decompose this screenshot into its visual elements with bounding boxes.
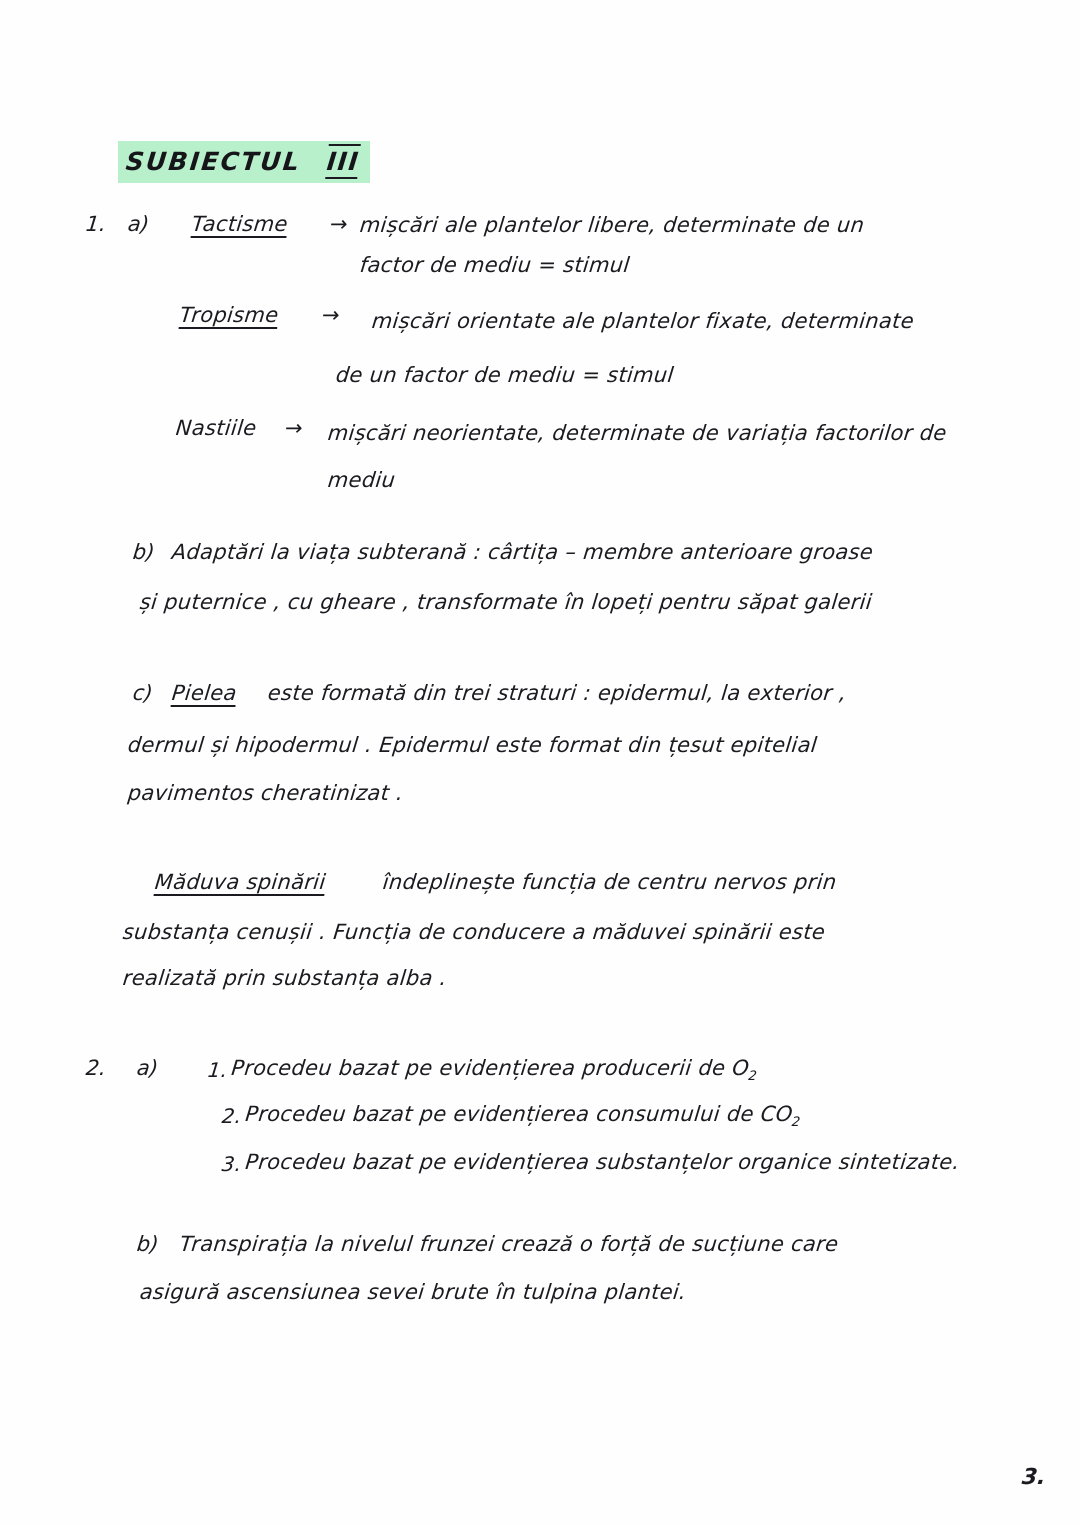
tactisme-definition-line-2: factor de mediu = stimul: [358, 253, 631, 277]
question-1-b-line-2: și puternice , cu gheare , transformate în lopeți pentru săpat galerii: [138, 590, 874, 614]
title-number: III: [325, 144, 361, 179]
procedure-item-1-subscript: 2: [747, 1069, 758, 1085]
question-1-b-line-1: Adaptări la viața subterană : cârtița – membre anterioare groase: [170, 540, 875, 564]
question-1-c-label: c): [131, 681, 155, 705]
question-2-b-line-2: asigură ascensiunea sevei brute în tulpina plantei.: [138, 1280, 688, 1304]
question-1-c-line-2: dermul și hipodermul . Epidermul este format din țesut epitelial: [126, 733, 819, 757]
question-1-a-label: a): [126, 212, 151, 236]
procedure-item-2-text: Procedeu bazat pe evidențierea consumului de CO: [244, 1102, 794, 1126]
procedure-item-2: [243, 1102, 802, 1135]
question-2-b-line-1: Transpirația la nivelul frunzei crează o forță de sucțiune care: [178, 1232, 840, 1256]
tactisme-definition-line-1: mișcări ale plantelor libere, determinate de un: [358, 213, 866, 237]
nastiile-definition-line-2: mediu: [326, 468, 397, 492]
question-1-c-line-3: pavimentos cheratinizat .: [126, 781, 405, 805]
question-1-number: 1.: [84, 212, 108, 236]
procedure-item-3-marker: 3.: [220, 1152, 243, 1176]
procedure-item-2-marker: 2.: [220, 1104, 243, 1128]
procedure-item-1-marker: 1.: [206, 1058, 229, 1082]
term-pielea: Pielea: [170, 681, 239, 705]
procedure-item-2-subscript: 2: [790, 1115, 802, 1131]
procedure-item-3: [243, 1150, 961, 1183]
term-tactisme: Tactisme: [190, 212, 290, 236]
term-nastiile: Nastiile: [174, 416, 258, 440]
nastiile-arrow-icon: →: [283, 416, 304, 440]
page-number: 3.: [1021, 1465, 1048, 1490]
question-2-a-label: a): [135, 1056, 160, 1080]
question-1-c-line-1: este formată din trei straturi : epidermul, la exterior ,: [266, 681, 848, 705]
maduva-line-2: substanța cenușii . Funcția de conducere a măduvei spinării este: [121, 920, 827, 944]
question-1-b-label: b): [131, 540, 156, 564]
tropisme-definition-line-1: mișcări orientate ale plantelor fixate, determinate: [370, 309, 916, 333]
procedure-item-1: [229, 1056, 759, 1089]
question-2-number: 2.: [84, 1056, 108, 1080]
procedure-item-3-text: Procedeu bazat pe evidențierea substanțelor organice sintetizate.: [244, 1150, 961, 1174]
title-highlight: [118, 141, 370, 183]
tropisme-arrow-icon: →: [320, 303, 341, 327]
procedure-item-1-text: Procedeu bazat pe evidențierea producerii de O: [230, 1056, 751, 1080]
maduva-line-1: îndeplinește funcția de centru nervos prin: [381, 870, 838, 894]
term-tropisme: Tropisme: [178, 303, 280, 327]
tactisme-arrow-icon: →: [328, 212, 349, 236]
tropisme-definition-line-2: de un factor de mediu = stimul: [334, 363, 676, 387]
title-word: SUBIECTUL: [124, 147, 303, 176]
maduva-line-3: realizată prin substanța alba .: [121, 966, 449, 990]
question-2-b-label: b): [135, 1232, 160, 1256]
term-maduva-spinarii: Măduva spinării: [153, 870, 327, 894]
nastiile-definition-line-1: mișcări neorientate, determinate de variația factorilor de: [326, 421, 948, 445]
page-title: [118, 141, 370, 183]
